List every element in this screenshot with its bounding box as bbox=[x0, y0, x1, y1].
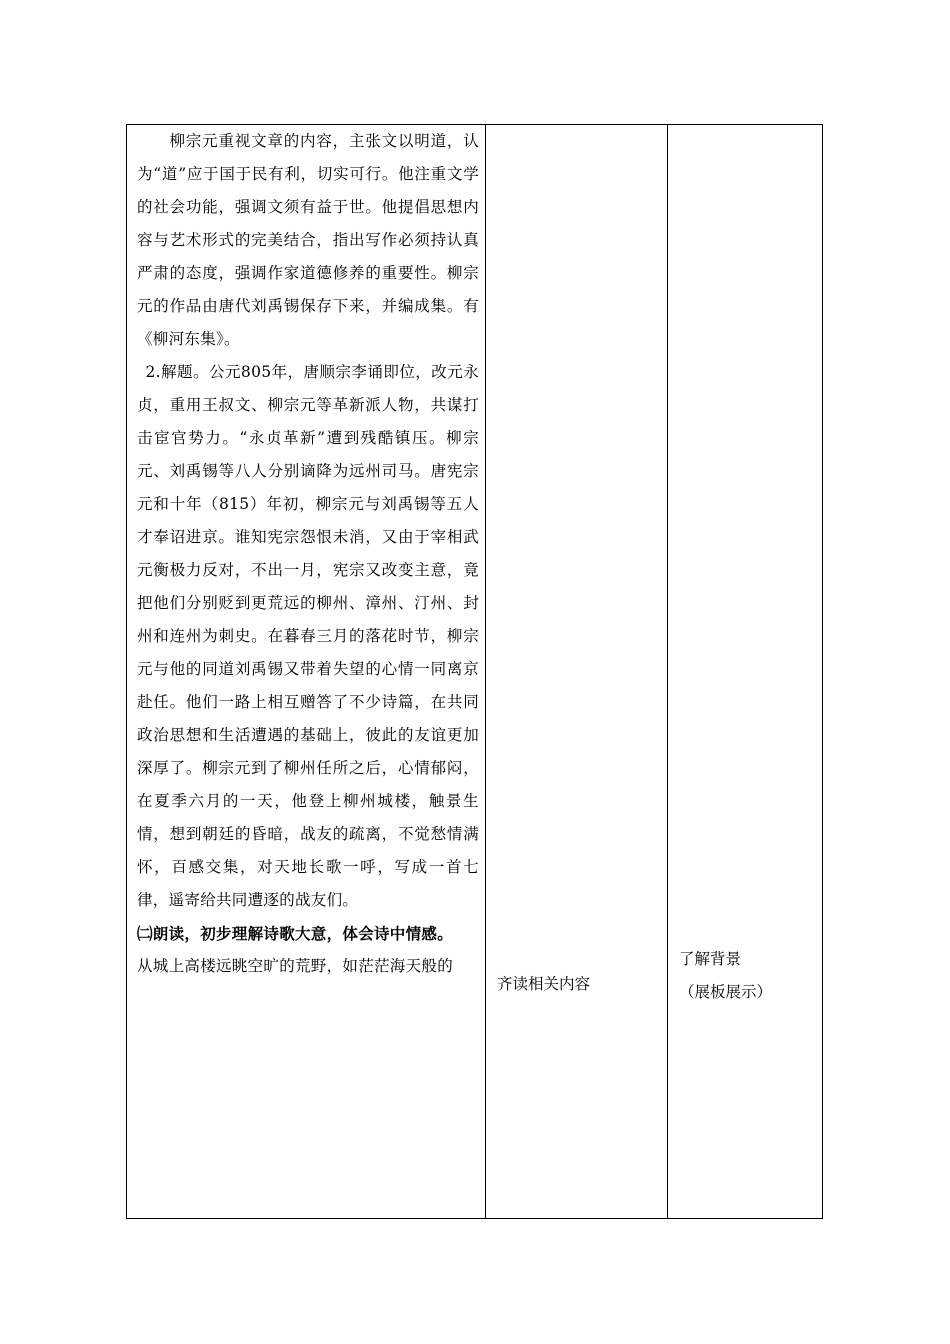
author-intro-paragraph: 柳宗元重视文章的内容，主张文以明道，认为“道”应于国于民有利，切实可行。他注重文学的社会功能，强调文须有益于世。他提倡思想内容与艺术形式的完美结合，指出写作必须持认真严肃的态度，强调作家道德修养的重要性。柳宗元的作品由唐代刘禹锡保存下来，并编成集。有《柳河东集》。 bbox=[137, 132, 479, 348]
column-divider bbox=[485, 125, 486, 1218]
student-activity-cell bbox=[497, 968, 590, 1001]
design-intent-cell bbox=[679, 943, 772, 1009]
column-divider bbox=[667, 125, 668, 1218]
lesson-plan-table bbox=[126, 124, 823, 1219]
reading-section-heading: ㈡朗读，初步理解诗歌大意，体会诗中情感。 bbox=[137, 924, 454, 943]
design-intent-line: （展板展示） bbox=[679, 983, 773, 1001]
design-intent-line: 了解背景 bbox=[679, 950, 742, 968]
poem-meaning-paragraph: 从城上高楼远眺空旷的荒野，如茫茫海天般的 bbox=[137, 957, 454, 975]
student-activity-text: 齐读相关内容 bbox=[497, 975, 591, 993]
background-paragraph: 2.解题。公元805年，唐顺宗李诵即位，改元永贞，重用王叔文、柳宗元等革新派人物，共谋打击宦官势力。“永贞革新”遭到残酷镇压。柳宗元、刘禹锡等八人分别谪降为远州司马。唐宪宗元和十年（815）年初，柳宗元与刘禹锡等五人才奉诏进京。谁知宪宗怨恨未消，又由于宰相武元衡极力反对，不出一月，宪宗又改变主意，竟把他们分别贬到更荒远的柳州、漳州、汀州、封州和连州为刺史。在暮春三月的落花时节，柳宗元与他的同道刘禹锡又带着失望的心情一同离京赴任。他们一路上相互赠答了不少诗篇，在共同政治思想和生活遭遇的基础上，彼此的友谊更加深厚了。柳宗元到了柳州任所之后，心情郁闷，在夏季六月的一天，他登上柳州城楼，触景生情，想到朝廷的昏暗，战友的疏离，不觉愁情满怀，百感交集，对天地长歌一呼，写成一首七律，遥寄给共同遭逐的战友们。 bbox=[137, 363, 479, 909]
teaching-content-cell bbox=[137, 125, 479, 983]
